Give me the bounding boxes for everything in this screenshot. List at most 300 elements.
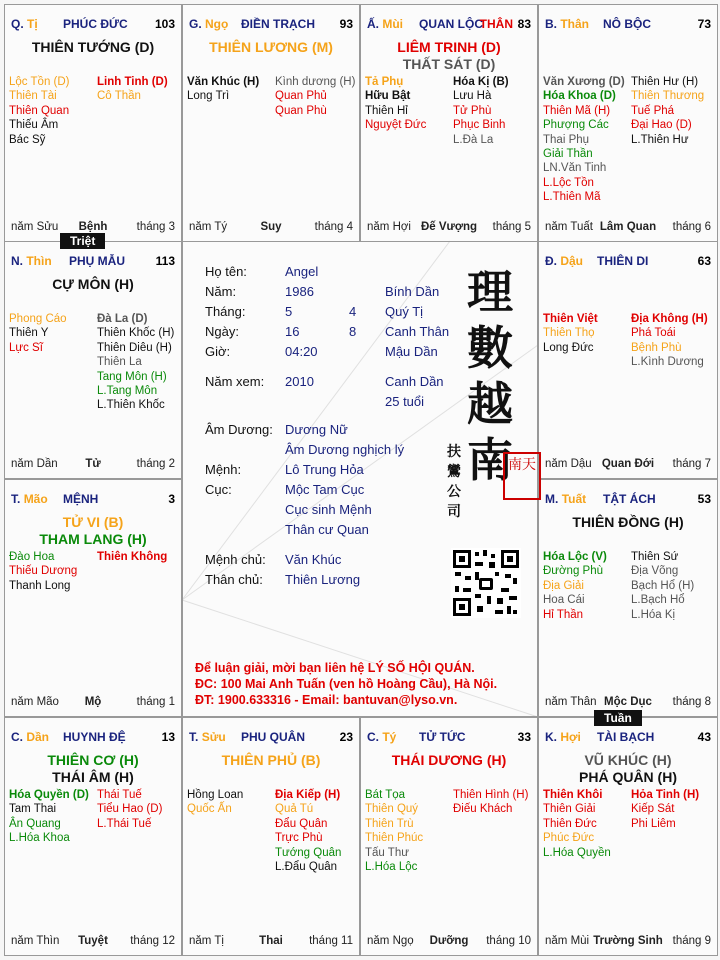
- palace-position: [11, 730, 49, 744]
- label-gio: Giờ:: [205, 344, 231, 359]
- palace-header: [545, 492, 711, 508]
- minor-star: Văn Xương (D): [543, 76, 625, 88]
- minor-star: Thiên Không: [97, 551, 168, 563]
- palace-position: [367, 730, 396, 744]
- main-star: THÁI DƯƠNG (H): [391, 752, 507, 768]
- palace-footer: [545, 696, 711, 710]
- minor-star: Thiên Khốc (H): [97, 327, 175, 340]
- minor-star: Thiên Đức: [543, 817, 597, 830]
- palace-stars-left: [365, 788, 423, 874]
- palace-year: năm Tý: [189, 221, 228, 233]
- contact-phone-email[interactable]: ĐT: 1900.633316 - Email: bantuvan@lyso.vn.: [195, 693, 458, 707]
- minor-star: L.Thiên Khốc: [97, 399, 165, 412]
- palace-header: [545, 254, 711, 270]
- palace-stage: Suy: [260, 221, 282, 233]
- palace-stars-left: [9, 788, 89, 846]
- palace-stars-left: [187, 75, 259, 104]
- palace-month: tháng 10: [486, 935, 531, 947]
- palace-stars-right: [97, 550, 167, 564]
- value-am-duong-2: Âm Dương nghịch lý: [285, 442, 405, 457]
- palace-stars-left: [365, 75, 426, 133]
- palace-branch: Hợi: [560, 730, 581, 744]
- palace-position-letter: T.: [11, 492, 21, 506]
- palace-position-letter: C.: [11, 730, 23, 744]
- value-nam-xem: 2010: [285, 374, 314, 389]
- palace-name: QUAN LỘC: [419, 17, 483, 31]
- main-star: THIÊN ĐỒNG (H): [572, 514, 684, 530]
- value-thang-can: Quý Tị: [385, 304, 424, 319]
- label-thang: Tháng:: [205, 304, 246, 319]
- minor-star: Thiên Hỉ: [365, 104, 408, 117]
- palace-header: [189, 730, 353, 746]
- minor-star: Văn Khúc (H): [187, 76, 260, 88]
- palace-year: năm Sửu: [11, 221, 59, 233]
- palace-number: 83: [517, 17, 531, 31]
- minor-star: Thiên Quý: [365, 803, 419, 816]
- minor-star: Bạch Hổ (H): [631, 579, 695, 592]
- palace-main-stars: [361, 752, 537, 769]
- palace-position: [189, 730, 226, 744]
- palace-stars-left: [9, 75, 70, 147]
- calligraphy-small: 扶 鸞 公 司: [447, 444, 461, 520]
- minor-star: L.Hóa Kị: [631, 608, 676, 621]
- palace-stars-right: [453, 788, 528, 817]
- palace-stage: Đế Vượng: [420, 221, 478, 233]
- minor-star: Hoa Cái: [543, 594, 585, 607]
- palace-position: [545, 17, 589, 31]
- label-am-duong: Âm Dương:: [205, 422, 273, 437]
- minor-star: Thiên Khôi: [543, 789, 603, 801]
- palace-footer: [545, 935, 711, 949]
- palace-month: tháng 4: [314, 221, 353, 233]
- palace-position: [11, 254, 52, 268]
- info-values: [285, 262, 318, 392]
- palace-header: [11, 254, 175, 270]
- palace-header: [367, 730, 531, 746]
- palace-number: 53: [697, 492, 711, 506]
- palace-name: HUYNH ĐỆ: [63, 730, 126, 744]
- palace-month: tháng 2: [136, 458, 175, 470]
- palace-number: 23: [339, 730, 353, 744]
- palace-month: tháng 6: [672, 221, 711, 233]
- palace-month: tháng 11: [309, 935, 353, 947]
- qr-code-icon[interactable]: [451, 548, 521, 618]
- value-nam: 1986: [285, 284, 314, 299]
- label-ho-ten: Họ tên:: [205, 264, 247, 279]
- palace-month: tháng 9: [672, 935, 711, 947]
- palace-main-stars: [539, 514, 717, 531]
- minor-star: Quả Tú: [275, 803, 314, 816]
- triet-label: Triệt: [60, 233, 105, 249]
- main-star: THIÊN PHỦ (B): [221, 752, 321, 768]
- tuan-label: Tuần: [594, 710, 642, 726]
- minor-star: L.Bạch Hổ: [631, 594, 685, 607]
- palace-position: [545, 730, 581, 744]
- minor-star: L.Kình Dương: [631, 356, 704, 369]
- info-values-2: [285, 420, 404, 590]
- palace-stars-right: [631, 312, 708, 370]
- minor-star: L.Hóa Quyền: [543, 846, 611, 859]
- minor-star: Ân Quang: [9, 817, 61, 830]
- minor-star: Địa Võng: [631, 565, 679, 578]
- minor-star: Thiên Hình (H): [453, 789, 529, 801]
- minor-star: L.Đà La: [453, 133, 494, 146]
- minor-star: Thiếu Âm: [9, 119, 59, 132]
- minor-star: L.Tang Môn: [97, 385, 158, 398]
- label-menh: Mệnh:: [205, 462, 242, 477]
- palace-stars-left: [187, 788, 243, 817]
- palace-stage: Bệnh: [78, 221, 108, 233]
- minor-star: Thiên Mã (H): [543, 104, 611, 117]
- palace-branch: Thân: [560, 17, 590, 31]
- minor-star: Quan Phù: [275, 104, 327, 117]
- palace-month: tháng 12: [130, 935, 175, 947]
- minor-star: Thiên Y: [9, 327, 49, 340]
- palace-branch: Mùi: [382, 17, 404, 31]
- label-nam-xem: Năm xem:: [205, 374, 265, 389]
- palace-stars-right: [631, 788, 699, 831]
- minor-star: Thiên Hư (H): [631, 76, 699, 88]
- palace-position-letter: M.: [545, 492, 559, 506]
- palace-year: năm Mão: [11, 696, 59, 708]
- minor-star: Tiểu Hao (D): [97, 803, 163, 816]
- palace-branch: Mão: [23, 492, 48, 506]
- palace-year: năm Mùi: [545, 935, 590, 947]
- palace-stars-right: [97, 788, 162, 831]
- palace-name: PHU QUÂN: [241, 730, 306, 744]
- palace-stage: Dưỡng: [429, 935, 469, 947]
- value-tuoi: 25 tuổi: [385, 394, 425, 409]
- palace-stars-right: [453, 75, 509, 147]
- minor-star: Phi Liêm: [631, 817, 676, 830]
- minor-star: Địa Kiếp (H): [275, 789, 341, 801]
- palace-9[interactable]: [4, 717, 182, 956]
- palace-position-letter: C.: [367, 730, 379, 744]
- minor-star: Đẩu Quân: [275, 817, 328, 830]
- palace-main-stars: [5, 39, 181, 56]
- minor-star: Trực Phù: [275, 832, 323, 845]
- minor-star: L.Đẩu Quân: [275, 861, 338, 874]
- minor-star: Thiên Thương: [631, 90, 705, 103]
- main-star: VŨ KHÚC (H): [584, 752, 672, 768]
- value-nam-xem-can: Canh Dần: [385, 374, 444, 389]
- minor-star: Phượng Các: [543, 119, 609, 132]
- palace-number: 103: [154, 17, 175, 31]
- value-cuc-1: Mộc Tam Cục: [285, 482, 365, 497]
- palace-10[interactable]: [4, 479, 182, 717]
- minor-star: Quan Phủ: [275, 90, 327, 103]
- palace-header: [367, 17, 531, 33]
- minor-star: Giải Thần: [543, 148, 593, 161]
- palace-4[interactable]: [538, 241, 718, 479]
- value-am-duong-1: Dương Nữ: [285, 422, 348, 437]
- palace-stars-right: [97, 75, 168, 104]
- minor-star: Địa Giải: [543, 579, 584, 592]
- value-menh: Lô Trung Hỏa: [285, 462, 364, 477]
- red-seal: 南天: [503, 452, 541, 500]
- palace-name: PHÚC ĐỨC: [63, 17, 128, 31]
- minor-star: Lực Sĩ: [9, 341, 43, 354]
- palace-number: 43: [697, 730, 711, 744]
- palace-name: TÀI BẠCH: [597, 730, 655, 744]
- contact-info: [195, 660, 497, 708]
- palace-stage: Thai: [259, 935, 283, 947]
- value-ngay: 16: [285, 324, 300, 339]
- minor-star: Linh Tinh (D): [97, 76, 168, 88]
- value-gio: 04:20: [285, 344, 318, 359]
- palace-number: 13: [161, 730, 175, 744]
- minor-star: Hữu Bật: [365, 90, 411, 103]
- minor-star: Thiên Trù: [365, 817, 414, 830]
- minor-star: Hồng Loan: [187, 789, 244, 801]
- minor-star: Bệnh Phù: [631, 341, 682, 354]
- palace-main-stars: [361, 39, 537, 73]
- palace-header: [11, 492, 175, 508]
- palace-branch: Tị: [27, 17, 38, 31]
- minor-star: Lộc Tồn (D): [9, 76, 70, 88]
- palace-number: 63: [697, 254, 711, 268]
- palace-2[interactable]: [360, 4, 538, 242]
- palace-stars-left: [9, 550, 77, 593]
- info-keys: [205, 262, 264, 392]
- palace-11[interactable]: [4, 241, 182, 479]
- minor-star: Tuế Phá: [631, 104, 675, 117]
- value-ngay-am: 8: [349, 324, 357, 339]
- minor-star: Hóa Khoa (D): [543, 90, 616, 103]
- palace-position: [367, 17, 403, 31]
- label-menh-chu: Mệnh chủ:: [205, 552, 266, 567]
- minor-star: Thanh Long: [9, 579, 71, 592]
- palace-name: TẬT ÁCH: [603, 492, 656, 506]
- palace-5[interactable]: [538, 479, 718, 717]
- palace-branch: Tuất: [561, 492, 587, 506]
- palace-0[interactable]: [4, 4, 182, 242]
- palace-stars-right: [275, 75, 355, 118]
- calligraphy-char-4: 南: [467, 433, 513, 487]
- palace-stage: Lâm Quan: [599, 221, 657, 233]
- palace-year: năm Dậu: [545, 458, 592, 470]
- palace-position-letter: G.: [189, 17, 202, 31]
- main-star: THIÊN CƠ (H): [47, 752, 139, 768]
- main-star: PHÁ QUÂN (H): [579, 769, 677, 785]
- value-ho-ten: Angel: [285, 264, 319, 279]
- label-ngay: Ngày:: [205, 324, 239, 339]
- palace-name: MỆNH: [63, 492, 99, 506]
- minor-star: Tướng Quân: [275, 846, 342, 859]
- palace-header: [545, 17, 711, 33]
- palace-position: [11, 17, 38, 31]
- minor-star: Điếu Khách: [453, 803, 513, 816]
- palace-position-letter: Đ.: [545, 254, 557, 268]
- minor-star: Đường Phù: [543, 565, 603, 578]
- palace-year: năm Thìn: [11, 935, 60, 947]
- minor-star: Tấu Thư: [365, 846, 409, 859]
- minor-star: Bát Tọa: [365, 789, 406, 801]
- minor-star: Long Đức: [543, 341, 594, 354]
- minor-star: Thái Tuế: [97, 789, 142, 801]
- palace-number: 73: [697, 17, 711, 31]
- palace-stars-left: [543, 788, 611, 860]
- palace-branch: Dần: [26, 730, 50, 744]
- center-panel: [182, 241, 538, 717]
- minor-star: Nguyệt Đức: [365, 119, 427, 132]
- palace-position: [11, 492, 48, 506]
- palace-month: tháng 8: [672, 696, 711, 708]
- info-can-chi: [385, 282, 449, 412]
- palace-year: năm Thân: [545, 696, 597, 708]
- palace-name: ĐIỀN TRẠCH: [241, 17, 315, 31]
- main-star: TỬ VI (B): [62, 514, 124, 530]
- palace-footer: [189, 221, 353, 235]
- palace-footer: [189, 935, 353, 949]
- palace-position: [545, 492, 586, 506]
- main-star: THAM LANG (H): [39, 531, 147, 547]
- minor-star: Tả Phụ: [365, 76, 404, 88]
- palace-stage: Mộc Dục: [604, 696, 652, 708]
- palace-footer: [11, 458, 175, 472]
- palace-7[interactable]: [360, 717, 538, 956]
- palace-main-stars: [5, 514, 181, 548]
- palace-stars-right: [631, 75, 704, 147]
- minor-star: Hóa Lộc (V): [543, 551, 607, 563]
- minor-star: Thiên La: [97, 356, 142, 369]
- minor-star: LN.Văn Tinh: [543, 162, 607, 175]
- palace-branch: Dậu: [560, 254, 584, 268]
- minor-star: Long Trì: [187, 90, 230, 103]
- minor-star: Tang Môn (H): [97, 370, 167, 383]
- minor-star: Kiếp Sát: [631, 803, 675, 816]
- minor-star: Thiên Tài: [9, 90, 57, 103]
- minor-star: Phong Cáo: [9, 313, 67, 325]
- palace-number: 33: [517, 730, 531, 744]
- minor-star: Thiên Thọ: [543, 327, 595, 340]
- palace-branch: Tý: [382, 730, 397, 744]
- palace-header: [545, 730, 711, 746]
- palace-position-letter: Q.: [11, 17, 24, 31]
- value-cuc-2: Cục sinh Mệnh: [285, 502, 372, 517]
- minor-star: Hóa Kị (B): [453, 76, 509, 88]
- palace-position: [189, 17, 228, 31]
- minor-star: Địa Không (H): [631, 313, 708, 325]
- palace-1[interactable]: [182, 4, 360, 242]
- palace-footer: [545, 221, 711, 235]
- value-cuc-3: Thân cư Quan: [285, 522, 369, 537]
- minor-star: L.Lộc Tồn: [543, 176, 594, 189]
- minor-star: Tam Thai: [9, 803, 57, 816]
- minor-star: Đà La (D): [97, 313, 148, 325]
- palace-footer: [545, 458, 711, 472]
- palace-month: tháng 3: [136, 221, 175, 233]
- minor-star: Hóa Quyền (D): [9, 789, 89, 801]
- palace-stage: Tuyệt: [78, 935, 108, 947]
- palace-header: [11, 730, 175, 746]
- palace-month: tháng 1: [136, 696, 175, 708]
- palace-stars-right: [275, 788, 341, 874]
- palace-name: THIÊN DI: [597, 254, 649, 268]
- main-star: LIÊM TRINH (D): [397, 39, 501, 55]
- palace-main-stars: [183, 752, 359, 769]
- value-nam-can: Bính Dần: [385, 284, 440, 299]
- minor-star: Phục Binh: [453, 119, 506, 132]
- main-star: THIÊN TƯỚNG (D): [31, 39, 155, 55]
- contact-line-1: Để luận giải, mời bạn liên hệ LÝ SỐ HỘI QUÁN.: [195, 661, 475, 675]
- label-nam: Năm:: [205, 284, 237, 299]
- palace-than-marker: THÂN: [479, 17, 513, 31]
- palace-6[interactable]: [538, 717, 718, 956]
- minor-star: Đào Hoa: [9, 551, 55, 563]
- minor-star: Quốc Ấn: [187, 803, 232, 816]
- palace-year: năm Hợi: [367, 221, 411, 233]
- main-star: THIÊN LƯƠNG (M): [209, 39, 333, 55]
- palace-year: năm Dần: [11, 458, 58, 470]
- label-cuc: Cục:: [205, 482, 232, 497]
- value-ngay-can: Canh Thân: [385, 324, 450, 339]
- palace-number: 3: [168, 492, 175, 506]
- palace-main-stars: [539, 752, 717, 786]
- palace-3[interactable]: [538, 4, 718, 242]
- palace-name: TỬ TỨC: [419, 730, 466, 744]
- palace-stars-right: [97, 312, 174, 413]
- palace-name: NÔ BỘC: [603, 17, 651, 31]
- minor-star: L.Hóa Khoa: [9, 832, 70, 845]
- palace-branch: Sửu: [201, 730, 226, 744]
- value-than-chu: Thiên Lương: [285, 572, 361, 587]
- palace-stars-left: [543, 550, 607, 622]
- minor-star: Hỏa Tinh (H): [631, 789, 700, 801]
- palace-footer: [367, 221, 531, 235]
- palace-8[interactable]: [182, 717, 360, 956]
- palace-number: 93: [339, 17, 353, 31]
- minor-star: Thiên Quan: [9, 104, 70, 117]
- palace-stage: Tử: [85, 458, 101, 470]
- palace-stars-left: [9, 312, 67, 355]
- info-keys-2: [205, 420, 273, 590]
- minor-star: Phúc Đức: [543, 832, 595, 845]
- palace-footer: [11, 696, 175, 710]
- minor-star: Đại Hao (D): [631, 119, 692, 132]
- minor-star: Thiên Sứ: [631, 551, 679, 563]
- palace-main-stars: [5, 752, 181, 786]
- value-menh-chu: Văn Khúc: [285, 552, 342, 567]
- minor-star: Thiên Giải: [543, 803, 596, 816]
- palace-main-stars: [5, 276, 181, 293]
- palace-year: năm Tị: [189, 935, 224, 947]
- minor-star: Tử Phù: [453, 104, 492, 117]
- palace-branch: Thìn: [26, 254, 52, 268]
- palace-year: năm Tuất: [545, 221, 593, 233]
- palace-footer: [367, 935, 531, 949]
- info-am-values: [349, 302, 356, 342]
- minor-star: Cô Thần: [97, 90, 141, 103]
- palace-position-letter: K.: [545, 730, 557, 744]
- palace-name: PHỤ MẪU: [69, 254, 125, 268]
- minor-star: Thiên Phúc: [365, 832, 424, 845]
- minor-star: Hỉ Thần: [543, 608, 584, 621]
- minor-star: L.Thái Tuế: [97, 817, 152, 830]
- palace-position-letter: T.: [189, 730, 199, 744]
- palace-main-stars: [183, 39, 359, 56]
- minor-star: Lưu Hà: [453, 90, 492, 103]
- minor-star: L.Hóa Lộc: [365, 861, 418, 874]
- palace-month: tháng 5: [492, 221, 531, 233]
- minor-star: Bác Sỹ: [9, 133, 46, 146]
- palace-stars-right: [631, 550, 694, 622]
- main-star: CỰ MÔN (H): [52, 276, 134, 292]
- value-thang: 5: [285, 304, 293, 319]
- palace-number: 113: [155, 254, 175, 268]
- minor-star: L.Thiên Mã: [543, 191, 601, 204]
- minor-star: Thiên Việt: [543, 313, 598, 325]
